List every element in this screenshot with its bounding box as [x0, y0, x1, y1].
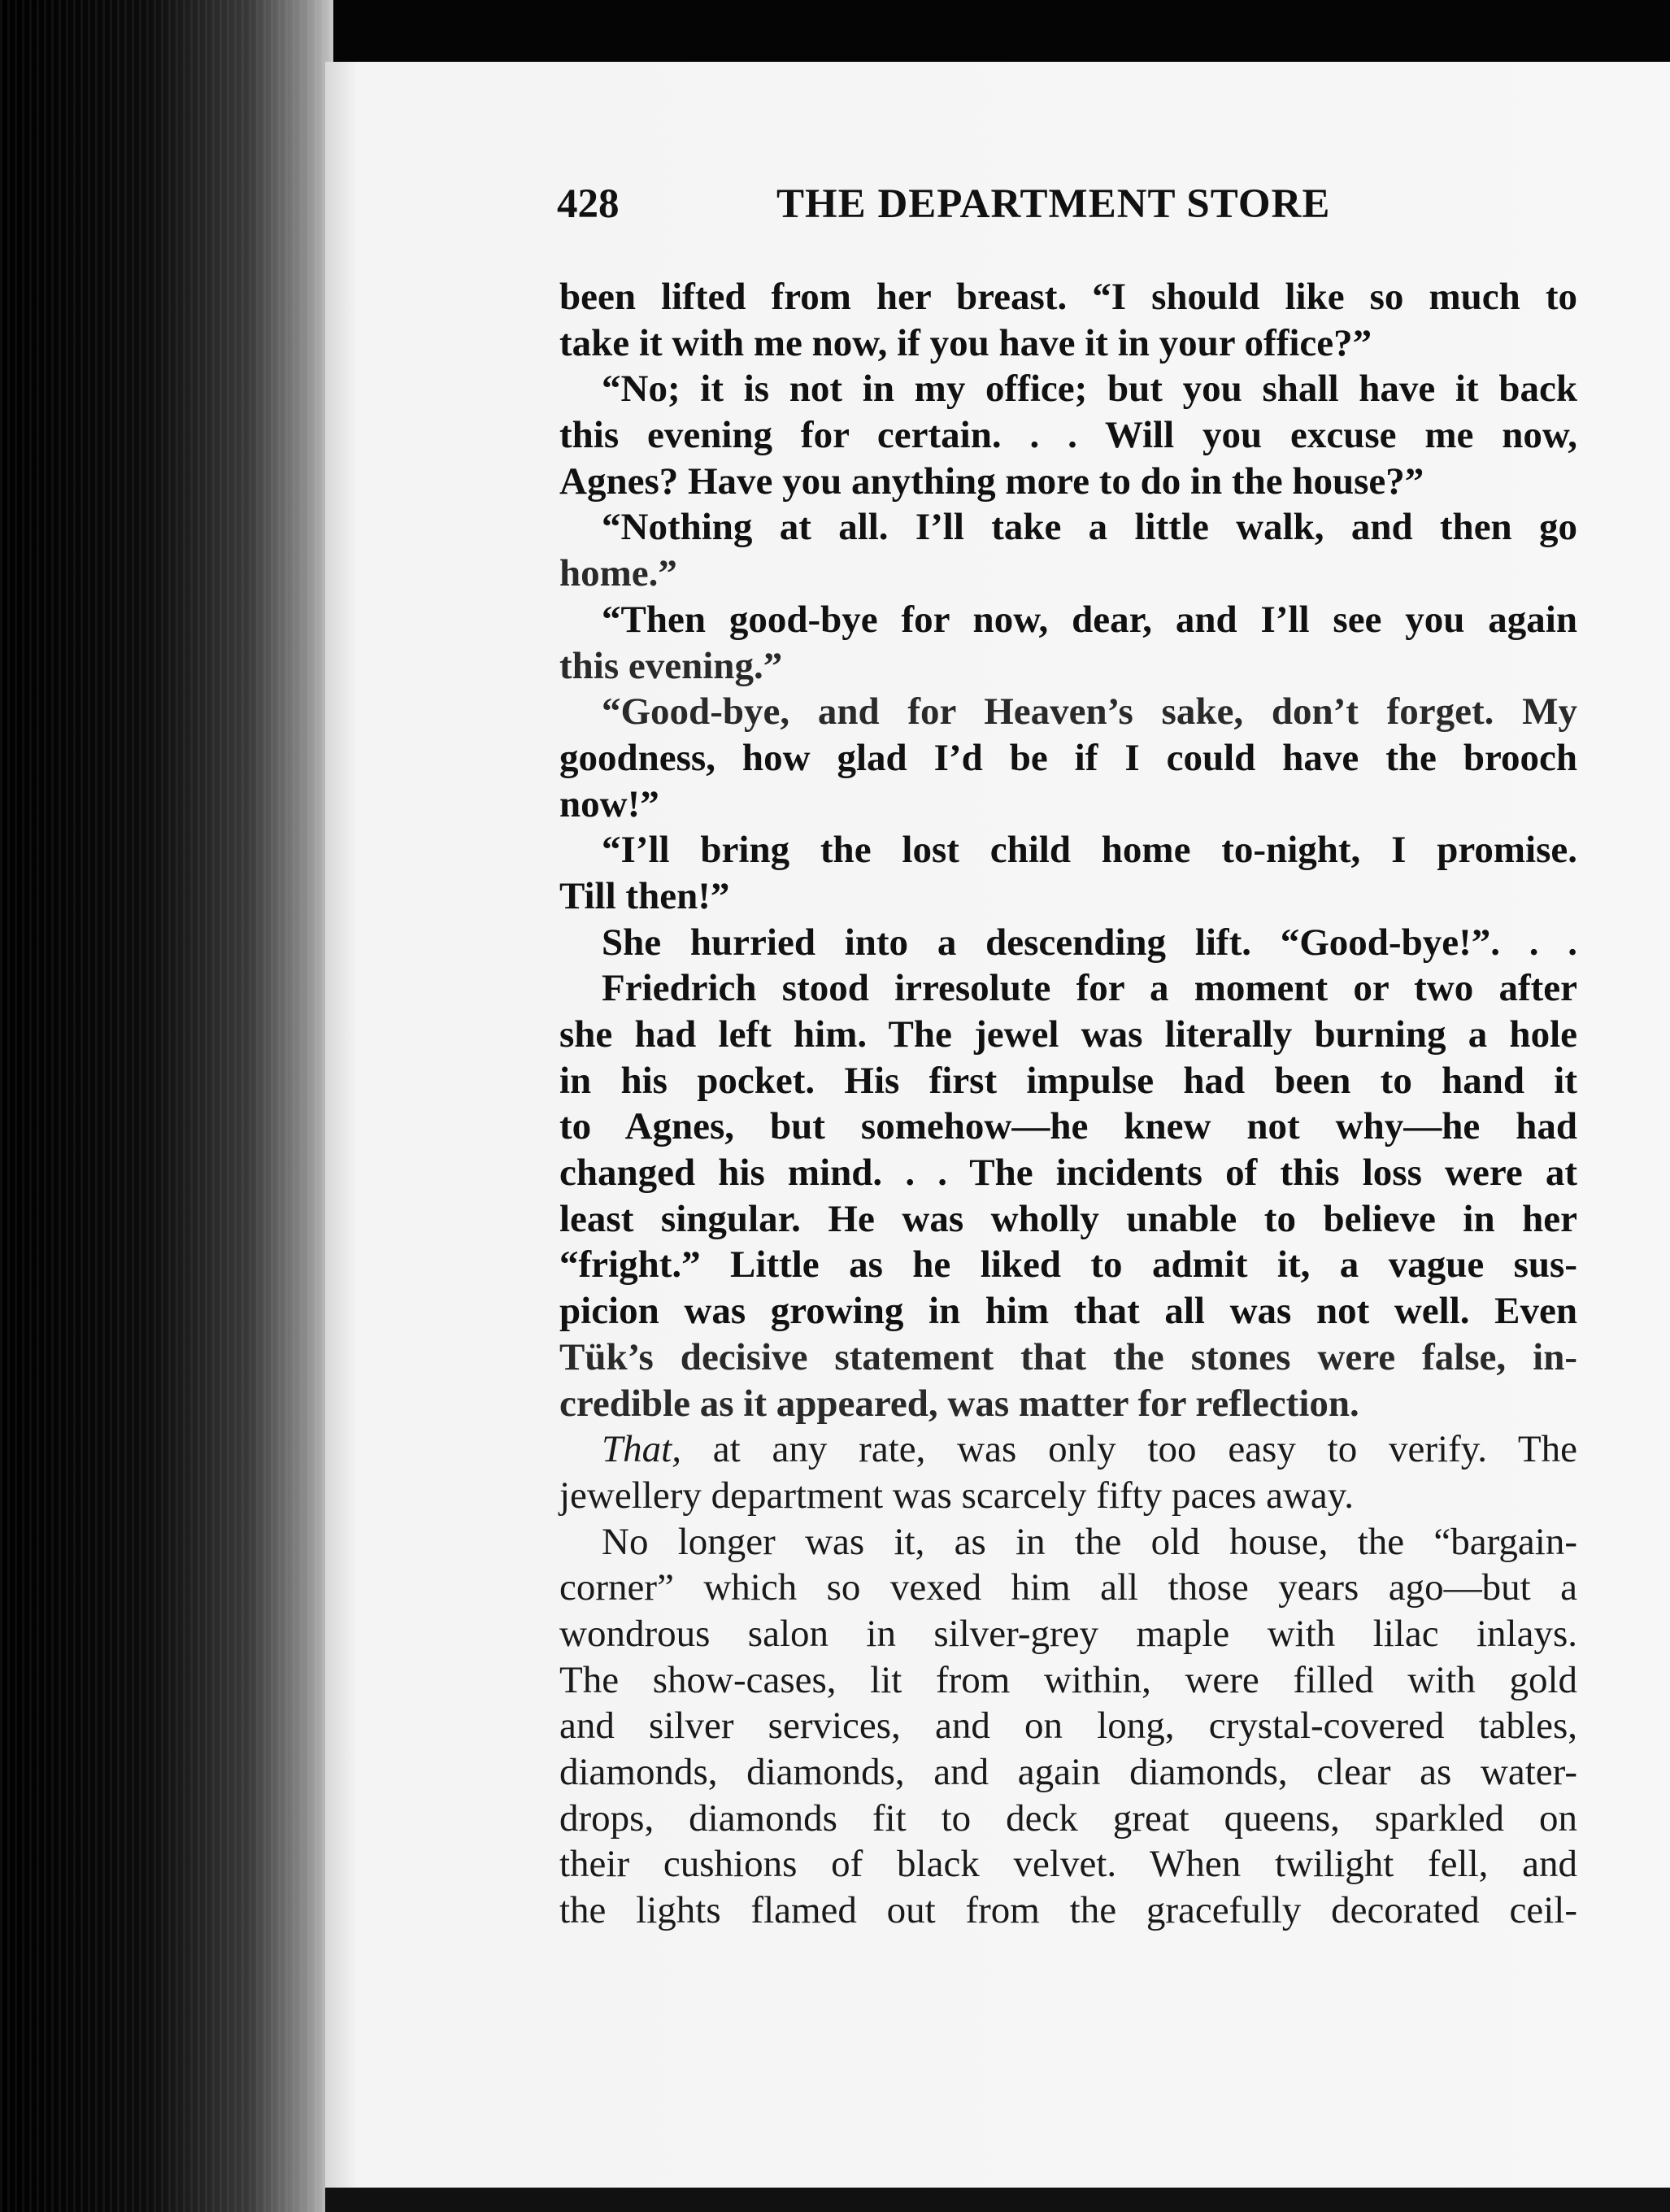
text-line: No longer was it, as in the old house, the “bargain-	[602, 1520, 1577, 1563]
text-line: diamonds, diamonds, and again diamonds, clear as water-	[559, 1751, 1577, 1793]
italic-word: That,	[602, 1428, 681, 1471]
text-line: She hurried into a descending lift. “Good-bye!”. . .	[602, 921, 1577, 964]
text-line: and silver services, and on long, crystal-covered tables,	[559, 1705, 1577, 1748]
text-line: their cushions of black velvet. When twilight fell, and	[559, 1843, 1577, 1886]
text-line: Agnes? Have you anything more to do in the house?”	[559, 459, 1424, 503]
text-line: drops, diamonds fit to deck great queens, sparkled on	[559, 1796, 1577, 1840]
page-bottom-edge	[325, 2188, 1670, 2212]
text-line: The show-cases, lit from within, were filled with gold	[559, 1658, 1577, 1701]
text-line: now!”	[559, 782, 659, 825]
text-line: least singular. He was wholly unable to believe in her	[559, 1197, 1577, 1240]
text-line: “No; it is not in my office; but you shall have it back	[602, 368, 1577, 411]
text-line: home.”	[559, 552, 677, 595]
text-line-rest: at any rate, was only too easy to verify. The	[681, 1428, 1577, 1471]
text-line: the lights flamed out from the gracefully decorated ceil-	[559, 1889, 1577, 1932]
body-text	[559, 274, 1577, 1934]
text-line: this evening for certain. . . Will you excuse me now,	[559, 414, 1577, 457]
text-line: corner” which so vexed him all those years ago—but a	[559, 1566, 1577, 1609]
text-line: jewellery department was scarcely fifty paces away.	[559, 1474, 1354, 1517]
text-line: goodness, how glad I’d be if I could have the brooch	[559, 736, 1577, 779]
text-line: been lifted from her breast. “I should like so much to	[559, 276, 1577, 318]
text-line: credible as it appeared, was matter for reflection.	[559, 1382, 1359, 1425]
page-number: 428	[557, 181, 620, 227]
text-line: in his pocket. His first impulse had been to hand it	[559, 1059, 1577, 1102]
text-line: take it with me now, if you have it in your office?”	[559, 321, 1372, 364]
text-line: changed his mind. . . The incidents of this loss were at	[559, 1152, 1577, 1195]
text-line: “Good-bye, and for Heaven’s sake, don’t forget. My	[602, 690, 1577, 734]
text-line: she had left him. The jewel was literally burning a hole	[559, 1013, 1577, 1056]
book-gutter	[0, 0, 333, 2212]
text-line: wondrous salon in silver-grey maple with lilac inlays.	[559, 1612, 1577, 1655]
text-line: Tük’s decisive statement that the stones were false, in-	[559, 1335, 1577, 1378]
text-line: picion was growing in him that all was not well. Even	[559, 1290, 1577, 1333]
text-line: “I’ll bring the lost child home to-night, I promise.	[602, 829, 1577, 872]
running-title: THE DEPARTMENT STORE	[776, 181, 1331, 227]
running-head	[557, 181, 1370, 228]
text-line: “fright.” Little as he liked to admit it, a vague sus-	[559, 1243, 1577, 1287]
text-line: Till then!”	[559, 874, 730, 917]
text-line	[559, 1426, 1577, 1473]
text-line: this evening.”	[559, 644, 783, 687]
text-line: “Nothing at all. I’ll take a little walk, and then go	[602, 506, 1577, 549]
text-line: to Agnes, but somehow—he knew not why—he had	[559, 1105, 1577, 1148]
text-line: Friedrich stood irresolute for a moment or two after	[602, 967, 1577, 1010]
text-line: “Then good-bye for now, dear, and I’ll see you again	[602, 598, 1577, 641]
